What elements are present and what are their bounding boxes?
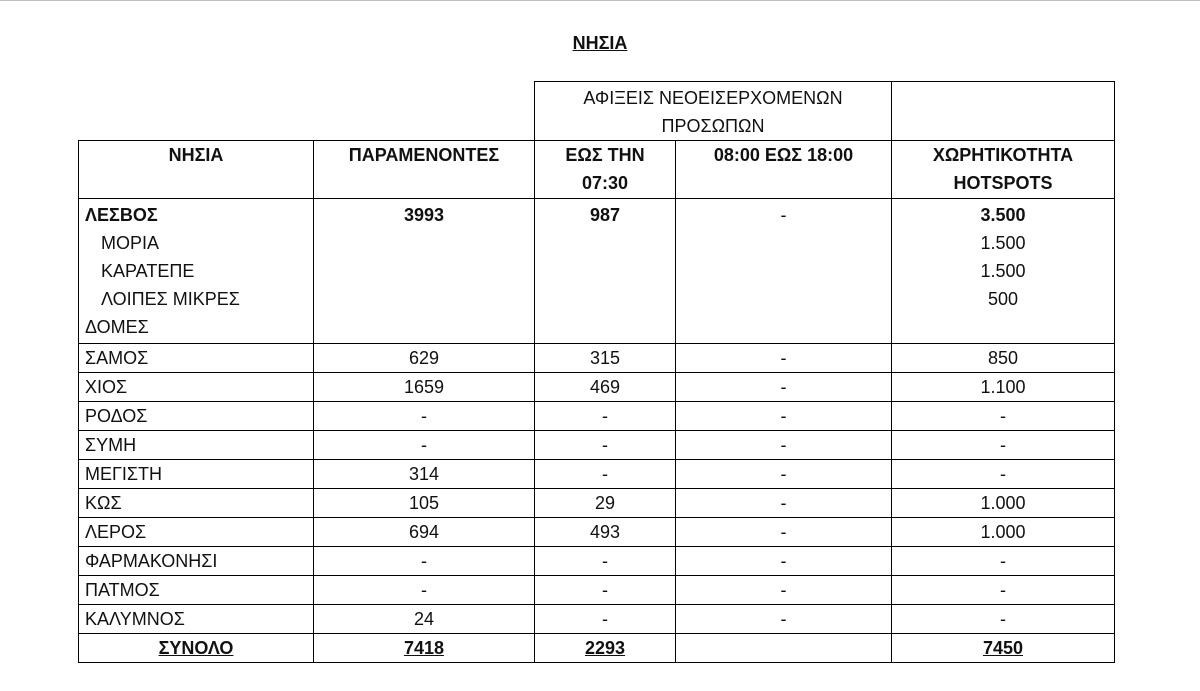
window-cell: - [676, 605, 892, 634]
table-row [79, 402, 1115, 431]
window-cell: - [676, 518, 892, 547]
col-header-capacity [892, 141, 1115, 199]
table-row [79, 344, 1115, 373]
until-cell: 29 [535, 489, 676, 518]
capacity-cell: - [892, 431, 1115, 460]
header-row-group [79, 82, 1115, 141]
col-header-island: ΝΗΣΙΑ [79, 141, 314, 199]
until-cell: - [535, 431, 676, 460]
lesvos-capacity-cell [892, 199, 1115, 344]
capacity-cell: 1.000 [892, 518, 1115, 547]
lesvos-name-cell [79, 199, 314, 344]
island-name-cell: ΦΑΡΜΑΚΟΝΗΣΙ [79, 547, 314, 576]
remaining-cell: - [314, 431, 535, 460]
until-cell: - [535, 605, 676, 634]
capacity-cell: - [892, 547, 1115, 576]
document-title: ΝΗΣΙΑ [572, 33, 628, 53]
total-label: ΣΥΝΟΛΟ [158, 638, 234, 658]
table-row-lesvos [79, 199, 1115, 344]
header-row-columns [79, 141, 1115, 199]
window-cell: - [676, 344, 892, 373]
lesvos-capacity: 3.500 [980, 205, 1026, 225]
top-border-line [0, 0, 1200, 1]
remaining-cell: 694 [314, 518, 535, 547]
island-name-cell: ΜΕΓΙΣΤΗ [79, 460, 314, 489]
total-capacity-cell [892, 634, 1115, 663]
island-name-cell: ΧΙΟΣ [79, 373, 314, 402]
remaining-cell: - [314, 547, 535, 576]
remaining-cell: 24 [314, 605, 535, 634]
until-cell: - [535, 460, 676, 489]
capacity-group-cell [892, 82, 1115, 141]
capacity-cell: - [892, 402, 1115, 431]
table-row [79, 518, 1115, 547]
remaining-cell: 1659 [314, 373, 535, 402]
lesvos-remaining: 3993 [314, 199, 535, 344]
window-cell: - [676, 402, 892, 431]
capacity-cell: 850 [892, 344, 1115, 373]
island-name-cell: ΣΥΜΗ [79, 431, 314, 460]
until-cell: 315 [535, 344, 676, 373]
col-header-capacity-line2: HOTSPOTS [953, 173, 1053, 193]
lesvos-name: ΛΕΣΒΟΣ [85, 205, 158, 225]
col-header-capacity-line1: ΧΩΡΗΤΙΚΟΤΗΤΑ [932, 145, 1074, 165]
table-row [79, 489, 1115, 518]
table-row [79, 373, 1115, 402]
lesvos-sub-moria: ΜΟΡΙΑ [101, 233, 160, 253]
islands-table [78, 81, 1115, 663]
capacity-cell: 1.000 [892, 489, 1115, 518]
total-label-cell [79, 634, 314, 663]
until-cell: 469 [535, 373, 676, 402]
until-cell: 493 [535, 518, 676, 547]
lesvos-until: 987 [535, 199, 676, 344]
table-row [79, 431, 1115, 460]
capacity-cell: - [892, 576, 1115, 605]
table-row [79, 547, 1115, 576]
island-name-cell: ΚΩΣ [79, 489, 314, 518]
island-name-cell: ΚΑΛΥΜΝΟΣ [79, 605, 314, 634]
remaining-cell: 314 [314, 460, 535, 489]
table-row-total [79, 634, 1115, 663]
arrivals-group-label: ΑΦΙΞΕΙΣ ΝΕΟΕΙΣΕΡΧΟΜΕΝΩΝ ΠΡΟΣΩΠΩΝ [583, 88, 843, 136]
lesvos-window: - [676, 199, 892, 344]
capacity-cell: - [892, 605, 1115, 634]
window-cell: - [676, 547, 892, 576]
col-header-until-line2: 07:30 [581, 173, 629, 193]
island-name-cell: ΛΕΡΟΣ [79, 518, 314, 547]
total-remaining-cell [314, 634, 535, 663]
island-name-cell: ΡΟΔΟΣ [79, 402, 314, 431]
lesvos-sub-other-wrap: ΔΟΜΕΣ [85, 317, 149, 337]
remaining-cell: - [314, 576, 535, 605]
table-row [79, 576, 1115, 605]
until-cell: - [535, 576, 676, 605]
window-cell: - [676, 373, 892, 402]
lesvos-sub-moria-capacity: 1.500 [980, 233, 1026, 253]
remaining-cell: - [314, 402, 535, 431]
island-name-cell: ΣΑΜΟΣ [79, 344, 314, 373]
col-header-window: 08:00 ΕΩΣ 18:00 [676, 141, 892, 199]
lesvos-sub-other-capacity: 500 [987, 289, 1019, 309]
capacity-cell: 1.100 [892, 373, 1115, 402]
col-header-until [535, 141, 676, 199]
total-window-cell [676, 634, 892, 663]
window-cell: - [676, 431, 892, 460]
table-row [79, 460, 1115, 489]
until-cell: - [535, 402, 676, 431]
col-header-until-line1: ΕΩΣ ΤΗΝ [565, 145, 645, 165]
island-name-cell: ΠΑΤΜΟΣ [79, 576, 314, 605]
lesvos-sub-karatepe-capacity: 1.500 [980, 261, 1026, 281]
lesvos-sub-other: ΛΟΙΠΕΣ ΜΙΚΡΕΣ [101, 289, 240, 309]
window-cell: - [676, 489, 892, 518]
until-cell: - [535, 547, 676, 576]
lesvos-sub-karatepe: ΚΑΡΑΤΕΠΕ [101, 261, 195, 281]
total-remaining: 7418 [403, 638, 445, 658]
total-until-cell [535, 634, 676, 663]
window-cell: - [676, 576, 892, 605]
capacity-cell: - [892, 460, 1115, 489]
arrivals-group-header [535, 82, 892, 141]
table-row [79, 605, 1115, 634]
total-until: 2293 [584, 638, 626, 658]
total-capacity: 7450 [982, 638, 1024, 658]
remaining-cell: 105 [314, 489, 535, 518]
window-cell: - [676, 460, 892, 489]
col-header-remaining: ΠΑΡΑΜΕΝΟΝΤΕΣ [314, 141, 535, 199]
remaining-cell: 629 [314, 344, 535, 373]
